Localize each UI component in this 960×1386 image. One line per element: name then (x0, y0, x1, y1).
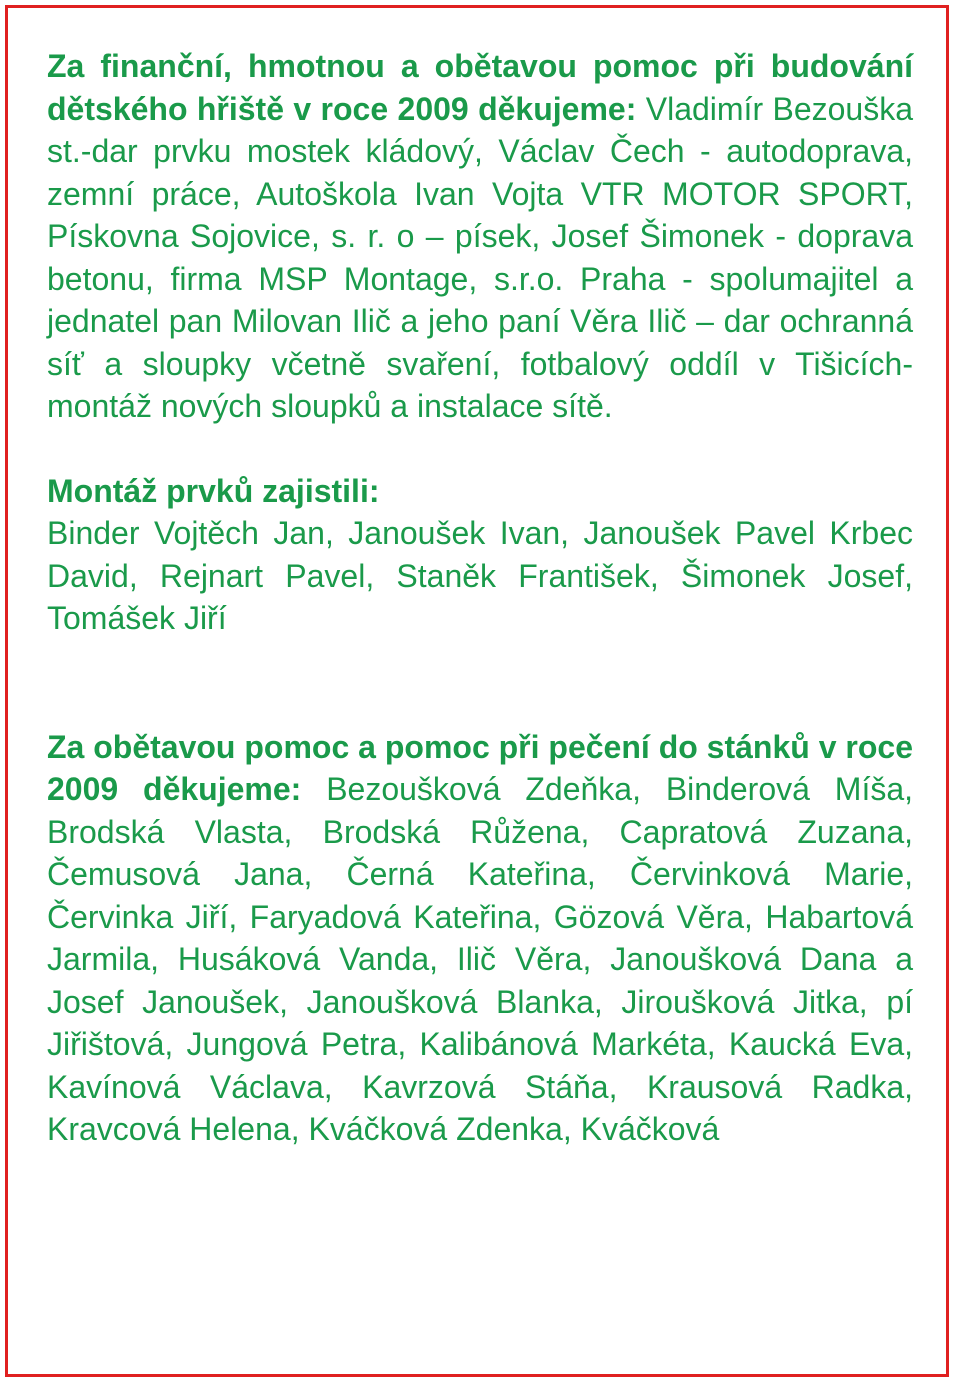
section-assembly (47, 470, 913, 640)
section-assembly-heading: Montáž prvků zajistili: (47, 472, 380, 509)
section-donors-body: Vladimír Bezouška st.-dar prvku mostek kládový, Václav Čech - autodoprava, zemní práce, Autoškola Ivan Vojta VTR MOTOR SPORT, Pískovna Sojovice, s. r. o – písek, Josef Šimonek - doprava betonu, firma MSP Montage, s.r.o. Praha - spolumajitel a jednatel pan Milovan Ilič a jeho paní Věra Ilič – dar ochranná síť a sloupky včetně svaření, fotbalový oddíl v Tišicích-montáž nových sloupků a instalace sítě. (47, 90, 913, 424)
section-donors (47, 45, 913, 428)
spacer (47, 428, 913, 470)
document-content (47, 45, 913, 1151)
section-helpers-heading: Za obětavou pomoc a pomoc při pečení do stánků v roce 2009 děkujeme: (47, 728, 913, 807)
section-helpers (47, 726, 913, 1151)
section-donors-heading: Za finanční, hmotnou a obětavou pomoc při budování dětského hřiště v roce 2009 děkujeme: (47, 48, 913, 127)
spacer (47, 640, 913, 726)
section-assembly-body: Binder Vojtěch Jan, Janoušek Ivan, Janoušek Pavel Krbec David, Rejnart Pavel, Staněk František, Šimonek Josef, Tomášek Jiří (47, 515, 913, 636)
section-helpers-body: Bezoušková Zdeňka, Binderová Míša, Brodská Vlasta, Brodská Růžena, Capratová Zuzana, Čemusová Jana, Černá Kateřina, Červinková Marie, Červinka Jiří, Faryadová Kateřina, Gözová Věra, Habartová Jarmila, Husáková Vanda, Ilič Věra, Janoušková Dana a Josef Janoušek, Janoušková Blanka, Jiroušková Jitka, pí Jiřištová, Jungová Petra, Kalibánová Markéta, Kaucká Eva, Kavínová Václava, Kavrzová Stáňa, Krausová Radka, Kravcová Helena, Kváčková Zdenka, Kváčková (47, 771, 914, 1147)
